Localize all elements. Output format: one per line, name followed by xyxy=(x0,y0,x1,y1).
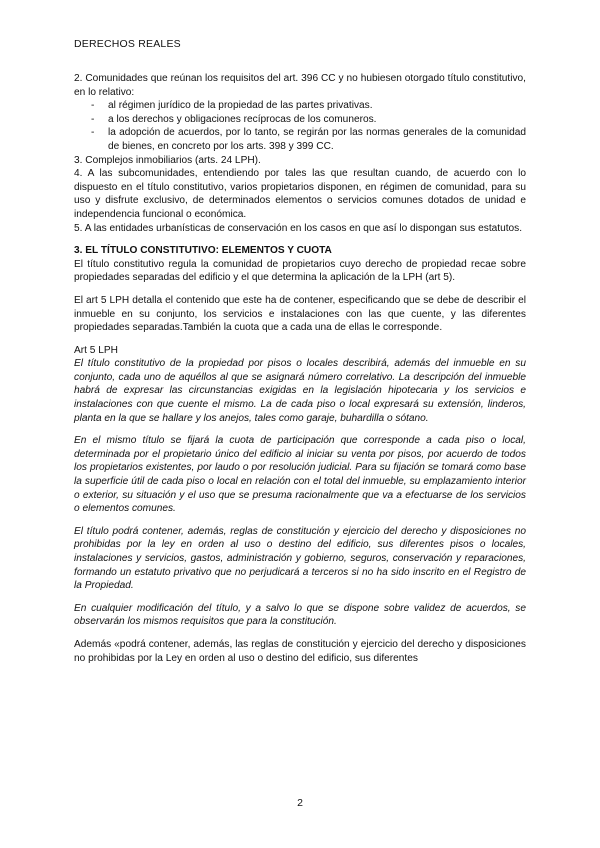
list-item-5: 5. A las entidades urbanísticas de conservación en los casos en que así lo dispongan sus estatutos. xyxy=(74,222,523,234)
page-body xyxy=(74,72,526,665)
list-item-4: 4. A las subcomunidades, entendiendo por tales las que resultan cuando, de acuerdo con lo dispuesto en el título constitutivo, varios propietarios disponen, en régimen de comunidad, para su uso y disfrute exclusivo, de determinados elementos o servicios comunes dotados de unidad e independencia funcional o económica. xyxy=(74,168,526,220)
art5-summary: El art 5 LPH detalla el contenido que este ha de contener, especificando que se debe de describir el inmueble en su conjunto, los servicios e instalaciones con las que cuente, y las diferentes propiedades separadas.También la cuota que a cada una de ellas le corresponde. xyxy=(74,294,526,334)
article-quote-1: El título constitutivo de la propiedad por pisos o locales describirá, además del inmueble en su conjunto, cada uno de aquéllos al que se asignará número correlativo. La descripción del inmueble habrá de expresar las circunstancias exigidas en la legislación hipotecaria y los servicios e instalaciones con que cuente el mismo. La de cada piso o local expresará su extensión, linderos, planta en la que se hallare y los anejos, tales como garaje, buhardilla o sótano. xyxy=(74,358,526,424)
section-heading: 3. EL TÍTULO CONSTITUTIVO: ELEMENTOS Y CUOTA xyxy=(74,245,332,257)
article-label: Art 5 LPH xyxy=(74,344,118,356)
article-quote-3: El título podrá contener, además, reglas de constitución y ejercicio del derecho y disposiciones no prohibidas por la ley en orden al uso o destino del edificio, sus diferentes pisos o locales, instalaciones y servicios, gastos, administración y gobierno, seguros, conservación y reparaciones, formando un estatuto privativo que no perjudicará a terceros si no ha sido inscrito en el Registro de la Propiedad. xyxy=(74,525,526,592)
list-item-2: 2. Comunidades que reúnan los requisitos del art. 396 CC y no hubiesen otorgado título constitutivo, en lo relativo: xyxy=(74,73,526,98)
page-number: 2 xyxy=(297,797,303,809)
closing-paragraph: Además «podrá contener, además, las reglas de constitución y ejercicio del derecho y disposiciones no prohibidas por la Ley en orden al uso o destino del edificio, sus diferentes xyxy=(74,638,526,664)
article-quote-4: En cualquier modificación del título, y a salvo lo que se dispone sobre validez de acuerdos, se observarán los mismos requisitos que para la constitución. xyxy=(74,602,526,628)
sub-list xyxy=(74,99,526,153)
list-item-3: 3. Complejos inmobiliarios (arts. 24 LPH). xyxy=(74,154,261,166)
article-quote-2: En el mismo título se fijará la cuota de participación que corresponde a cada piso o local, determinada por el propietario único del edificio al iniciar su venta por pisos, por acuerdo de todos los propietarios existentes, por laudo o por resolución judicial. Para su fijación se tomará como base la superficie útil de cada piso o local en relación con el total del inmueble, su emplazamiento interior o exterior, su situación y el uso que se presuma racionalmente que va a efectuarse de los servicios o elementos comunes. xyxy=(74,435,526,515)
sub-list-item: - a los derechos y obligaciones recíprocas de los comuneros. xyxy=(108,113,526,127)
sub-list-item: - la adopción de acuerdos, por lo tanto, se regirán por las normas generales de la comunidad de bienes, en concreto por los arts. 398 y 399 CC. xyxy=(108,126,526,153)
running-header: DERECHOS REALES xyxy=(74,38,181,50)
section-intro: El título constitutivo regula la comunidad de propietarios cuyo derecho de propiedad recae sobre propiedades separadas del edificio y el que determina la aplicación de la LPH (art 5). xyxy=(74,258,526,284)
sub-list-item: - al régimen jurídico de la propiedad de las partes privativas. xyxy=(108,99,526,113)
